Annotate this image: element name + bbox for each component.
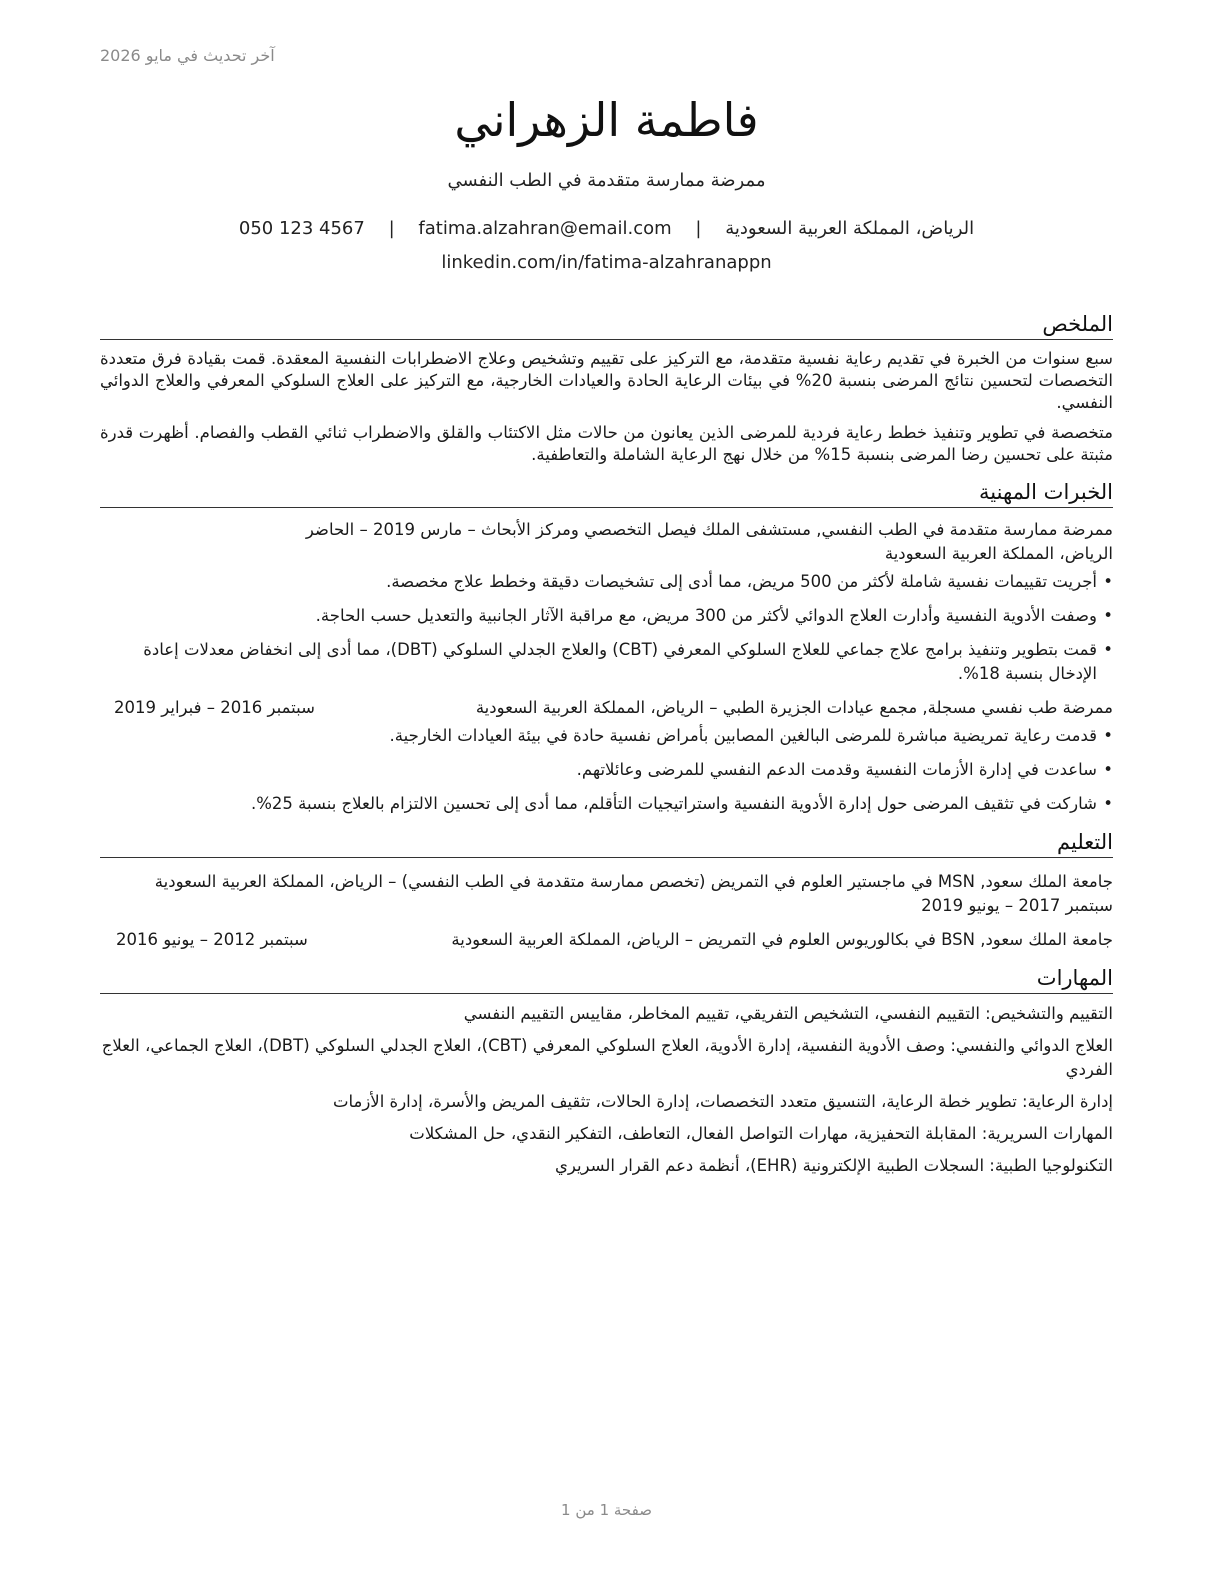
last-updated-note: آخر تحديث في مايو 2026 [100,46,275,65]
education-text: جامعة الملك سعود, BSN في بكالوريوس العلوم في التمريض – الرياض، المملكة العربية السعودية [451,930,1113,949]
resume-page [100,0,1113,1584]
summary-paragraph: متخصصة في تطوير وتنفيذ خطط رعاية فردية للمرضى الذين يعانون من حالات مثل الاكتئاب والقلق والاضطراب ثنائي القطب والفصام. أظهرت قدرة مثبتة على تحسين رضا المرضى بنسبة 15% من خلال نهج الرعاية الشاملة والتعاطفية. [100,423,1113,464]
resume-body [100,310,1113,1190]
job-bullet-text: ساعدت في إدارة الأزمات النفسية وقدمت الدعم النفسي للمرضى وعائلاتهم. [576,760,1097,779]
job-bullets [100,724,1113,816]
contact-linkedin[interactable]: linkedin.com/in/fatima-alzahranappn [441,252,772,273]
job-bullet [100,570,1113,594]
contact-location: الرياض، المملكة العربية السعودية [725,218,975,239]
education-entry [100,870,1113,918]
skill-line: إدارة الرعاية: تطوير خطة الرعاية، التنسيق متعدد التخصصات، إدارة الحالات، تثقيف المريض والأسرة، إدارة الأزمات [332,1092,1113,1111]
job-entry [100,696,1113,816]
experience-section [100,478,1113,816]
education-section [100,828,1113,952]
job-bullet [100,724,1113,748]
contact-email[interactable]: fatima.alzahran@email.com [418,218,672,239]
skill-line: العلاج الدوائي والنفسي: وصف الأدوية النفسية، إدارة الأدوية، العلاج السلوكي المعرفي (CBT)، العلاج الجدلي السلوكي (DBT)، العلاج الجماعي، العلاج الفردي [101,1036,1113,1079]
education-text: جامعة الملك سعود, MSN في ماجستير العلوم في التمريض (تخصص ممارسة متقدمة في الطب النفسي) – الرياض، المملكة العربية السعودية [154,872,1113,891]
skill-line: المهارات السريرية: المقابلة التحفيزية، مهارات التواصل الفعال، التعاطف، التفكير النقدي، حل المشكلات [409,1124,1113,1143]
bullet-dot-icon: • [1103,572,1113,591]
education-entry [100,928,1113,952]
job-header [100,696,1113,720]
candidate-title: ممرضة ممارسة متقدمة في الطب النفسي [447,170,766,191]
bullet-dot-icon: • [1103,726,1113,745]
section-heading-experience: الخبرات المهنية [100,478,1113,508]
contact-separator: | [695,218,702,239]
job-bullet [100,792,1113,816]
job-bullets [100,570,1113,686]
page-number: صفحة 1 من 1 [561,1501,652,1519]
education-date: سبتمبر 2012 – يونيو 2016 [116,930,308,949]
section-heading-education: التعليم [100,828,1113,858]
job-date: سبتمبر 2016 – فبراير 2019 [114,698,315,717]
job-title-line: ممرضة ممارسة متقدمة في الطب النفسي, مستشفى الملك فيصل التخصصي ومركز الأبحاث – مارس 2019 – الحاضر [305,520,1113,539]
contact-phone[interactable]: 050 123 4567 [238,218,365,239]
skill-line: التقييم والتشخيص: التقييم النفسي، التشخيص التفريقي، تقييم المخاطر، مقاييس التقييم النفسي [463,1004,1113,1023]
job-bullet [100,758,1113,782]
bullet-dot-icon: • [1103,794,1113,813]
job-bullet-text: شاركت في تثقيف المرضى حول إدارة الأدوية النفسية واستراتيجيات التأقلم، مما أدى إلى تحسين الالتزام بالعلاج بنسبة 25%. [250,794,1097,813]
job-bullet-text: وصفت الأدوية النفسية وأدارت العلاج الدوائي لأكثر من 300 مريض، مع مراقبة الآثار الجانبية والتعديل حسب الحاجة. [315,606,1097,625]
bullet-dot-icon: • [1103,760,1113,779]
candidate-name: فاطمة الزهراني [454,93,759,147]
job-bullet-text: قدمت رعاية تمريضية مباشرة للمرضى البالغين المصابين بأمراض نفسية حادة في بيئة العيادات الخارجية. [389,726,1097,745]
job-bullet-text: أجريت تقييمات نفسية شاملة لأكثر من 500 مريض، مما أدى إلى تشخيصات دقيقة وخطط علاج مخصصة. [386,572,1097,591]
section-heading-summary: الملخص [100,310,1113,340]
contact-separator: | [388,218,395,239]
job-bullet-text: قمت بتطوير وتنفيذ برامج علاج جماعي للعلاج السلوكي المعرفي (CBT) والعلاج الجدلي السلوكي (DBT)، مما أدى إلى انخفاض معدلات إعادة الإدخال بنسبة 18%. [143,640,1097,683]
education-date: سبتمبر 2017 – يونيو 2019 [921,896,1113,915]
job-bullet [100,638,1113,686]
summary-paragraph: سبع سنوات من الخبرة في تقديم رعاية نفسية متقدمة، مع التركيز على تقييم وتشخيص وعلاج الاضطرابات النفسية المعقدة. قمت بقيادة فرق متعددة التخصصات لتحسين نتائج المرضى بنسبة 20% في بيئات الرعاية الحادة والعيادات الخارجية، مع التركيز على العلاج السلوكي المعرفي والعلاج الدوائي النفسي. [100,349,1113,412]
bullet-dot-icon: • [1103,640,1113,659]
job-header [100,518,1113,542]
job-location: الرياض، المملكة العربية السعودية [884,544,1113,563]
job-bullet [100,604,1113,628]
summary-section [100,310,1113,466]
contact-line [100,216,1113,242]
skill-line: التكنولوجيا الطبية: السجلات الطبية الإلكترونية (EHR)، أنظمة دعم القرار السريري [554,1156,1113,1175]
skills-section [100,964,1113,1178]
resume-header [100,88,1113,276]
section-heading-skills: المهارات [100,964,1113,994]
job-entry [100,518,1113,686]
job-title-line: ممرضة طب نفسي مسجلة, مجمع عيادات الجزيرة الطبي – الرياض، المملكة العربية السعودية [475,698,1113,717]
bullet-dot-icon: • [1103,606,1113,625]
